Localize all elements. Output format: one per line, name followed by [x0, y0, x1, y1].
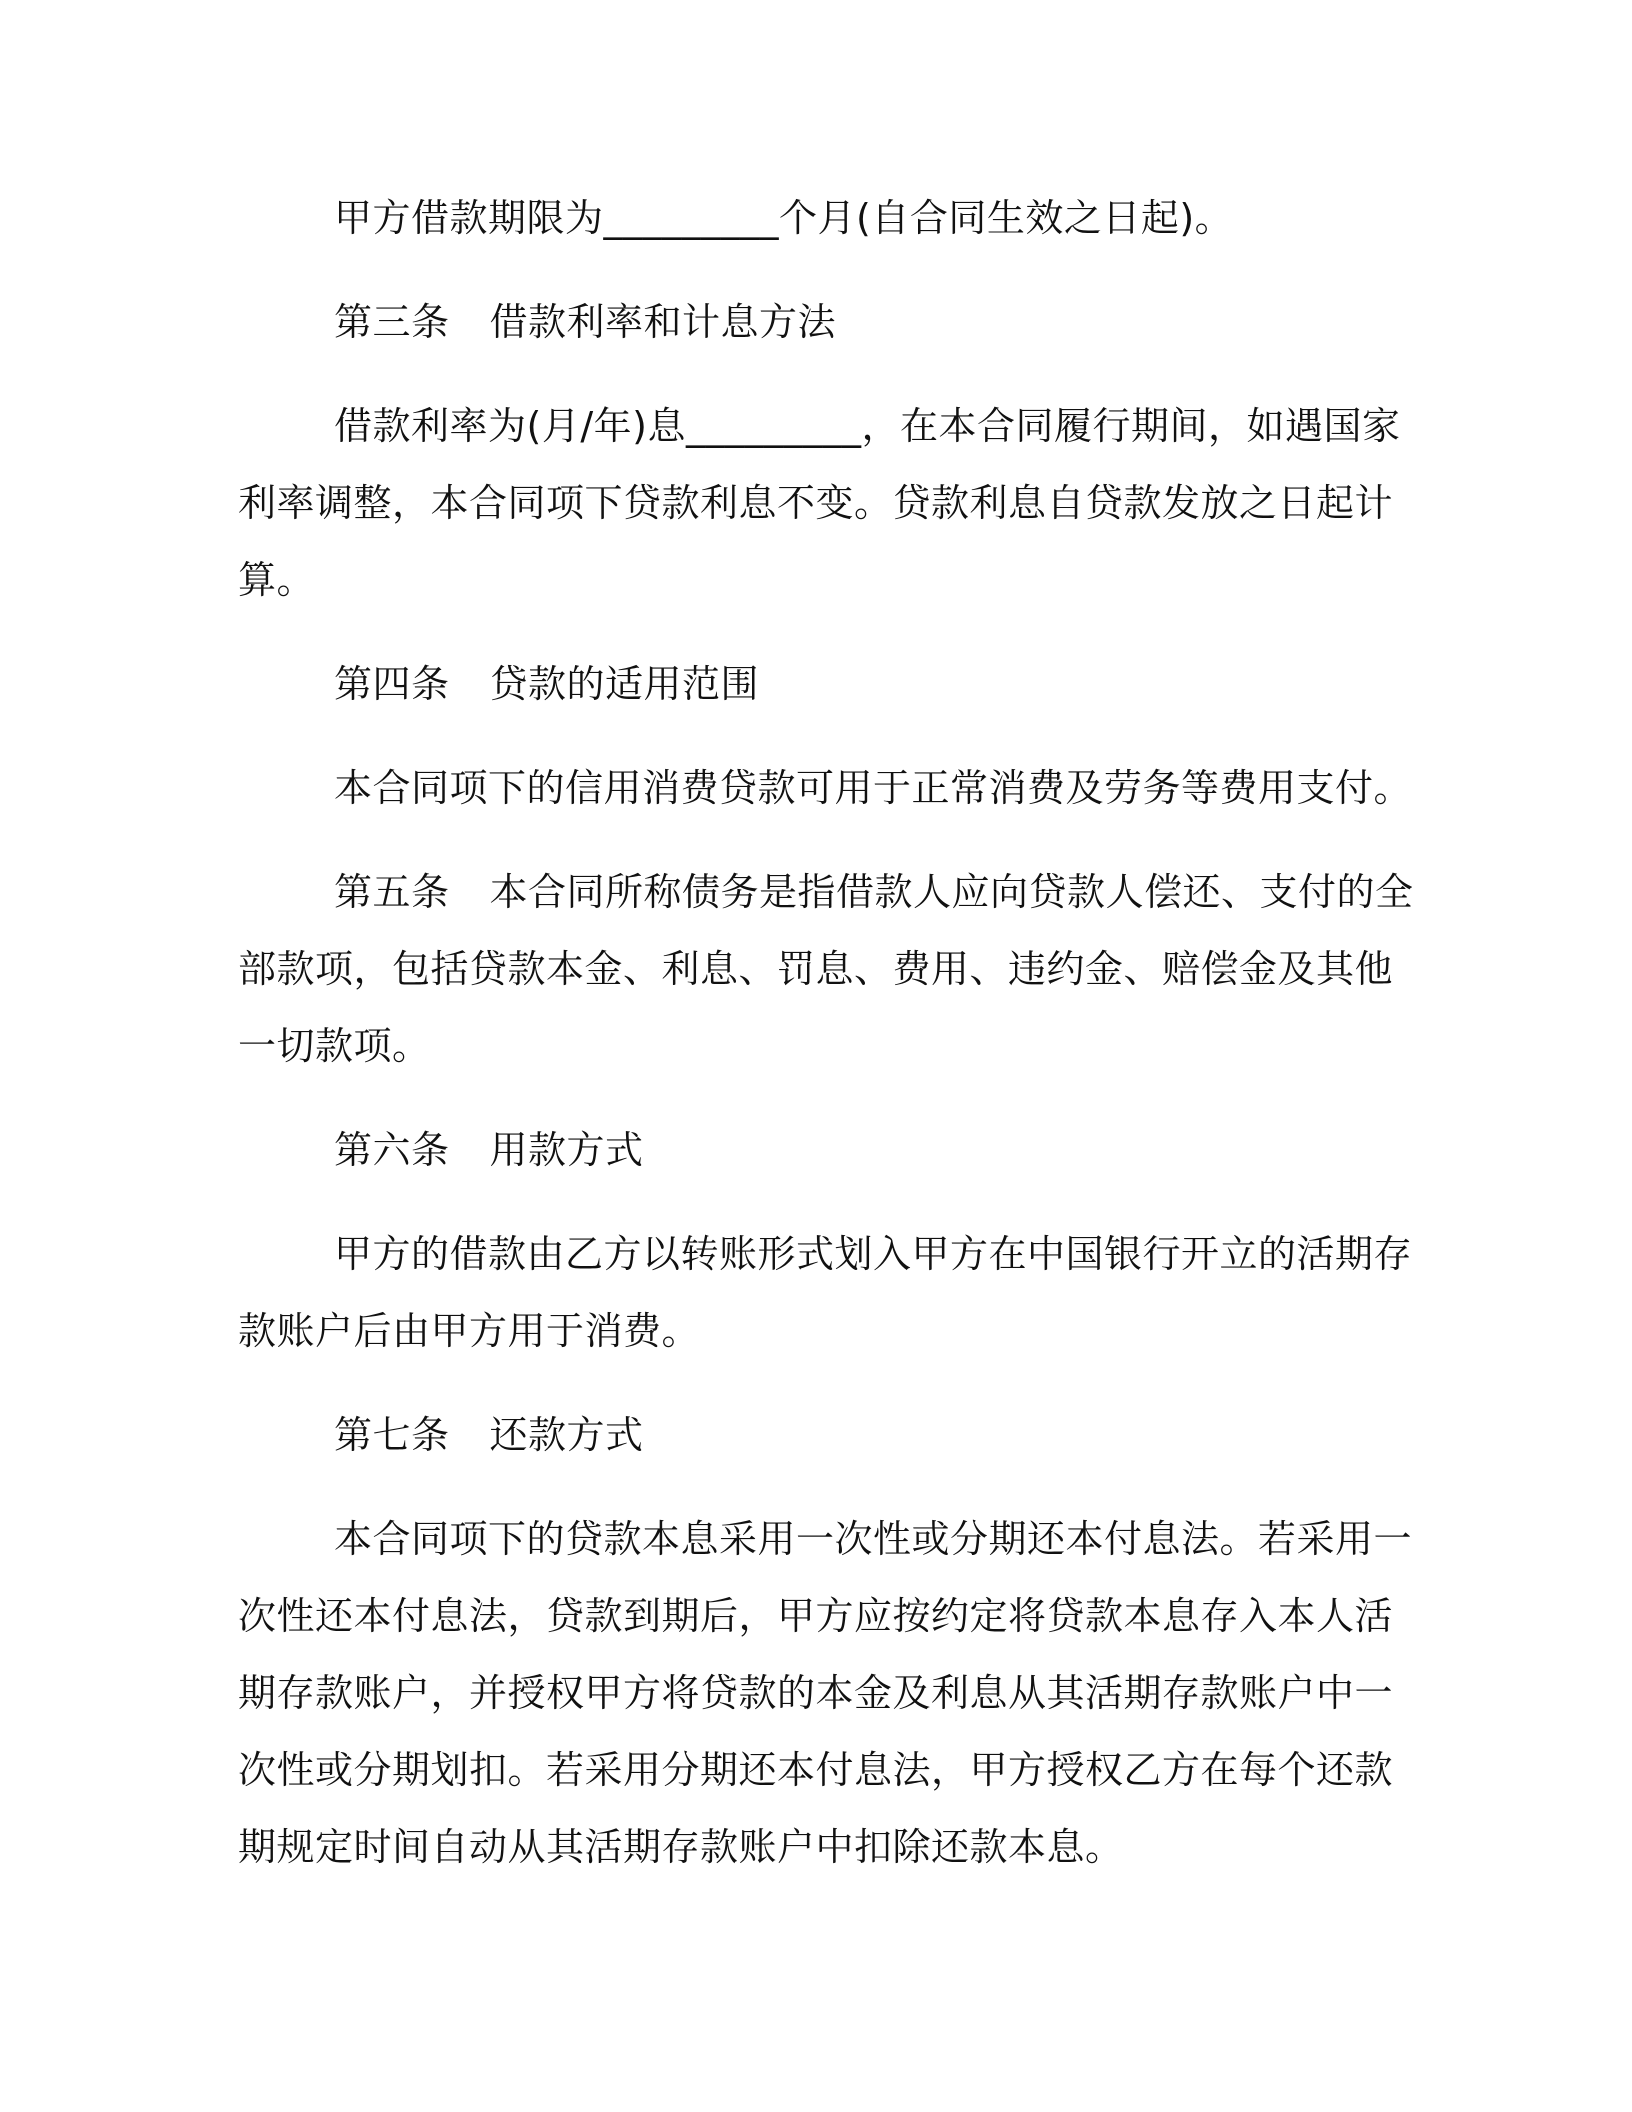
paragraph-repay-line-3 [238, 1668, 1398, 1718]
paragraph-usage-line-1 [334, 1229, 1413, 1279]
paragraph-repay-line-2 [238, 1591, 1398, 1641]
paragraph-repay-line-4 [238, 1745, 1398, 1795]
article-5-line-3-text: 一切款项。 [238, 1024, 431, 1068]
repay-line-1-text: 本合同项下的贷款本息采用一次性或分期还本付息法。若采用一 [334, 1517, 1413, 1561]
article-6-number: 第六条 [334, 1128, 450, 1172]
scope-text: 本合同项下的信用消费贷款可用于正常消费及劳务等费用支付。 [334, 766, 1413, 810]
article-4-number: 第四条 [334, 662, 450, 706]
paragraph-interest-line-1 [334, 401, 1401, 451]
article-4-heading [334, 659, 1398, 709]
article-5-line-2-text: 部款项，包括贷款本金、利息、罚息、费用、违约金、赔偿金及其他 [238, 947, 1394, 991]
article-6-heading [334, 1125, 1398, 1175]
loan-term-text: 甲方借款期限为_________个月(自合同生效之日起)。 [334, 196, 1234, 240]
repay-line-5-text: 期规定时间自动从其活期存款账户中扣除还款本息。 [238, 1825, 1124, 1869]
article-5-line-3 [238, 1021, 1398, 1071]
article-3-title: 借款利率和计息方法 [489, 300, 837, 344]
interest-line-3-text: 算。 [238, 558, 316, 602]
paragraph-repay-line-1 [334, 1514, 1413, 1564]
article-7-number: 第七条 [334, 1413, 450, 1457]
paragraph-scope [334, 763, 1413, 813]
article-7-title: 还款方式 [489, 1413, 644, 1457]
article-5-number: 第五条 [334, 870, 450, 914]
article-5-line-1-text: 本合同所称债务是指借款人应向贷款人偿还、支付的全 [489, 870, 1414, 914]
paragraph-repay-line-5 [238, 1822, 1398, 1872]
usage-line-1-text: 甲方的借款由乙方以转账形式划入甲方在中国银行开立的活期存 [334, 1232, 1413, 1276]
usage-line-2-text: 款账户后由甲方用于消费。 [238, 1309, 701, 1353]
repay-line-3-text: 期存款账户，并授权甲方将贷款的本金及利息从其活期存款账户中一 [238, 1671, 1394, 1715]
article-3-number: 第三条 [334, 300, 450, 344]
article-5-line-2 [238, 944, 1398, 994]
article-3-heading [334, 297, 1398, 347]
paragraph-interest-line-3 [238, 555, 1398, 605]
article-4-title: 贷款的适用范围 [489, 662, 760, 706]
interest-line-1-text: 借款利率为(月/年)息_________，在本合同履行期间，如遇国家 [334, 404, 1401, 448]
paragraph-interest-line-2 [238, 478, 1398, 528]
repay-line-2-text: 次性还本付息法，贷款到期后，甲方应按约定将贷款本息存入本人活 [238, 1594, 1394, 1638]
paragraph-usage-line-2 [238, 1306, 1398, 1356]
article-5-line-1 [334, 867, 1414, 917]
article-6-title: 用款方式 [489, 1128, 644, 1172]
paragraph-loan-term [334, 193, 1398, 243]
repay-line-4-text: 次性或分期划扣。若采用分期还本付息法，甲方授权乙方在每个还款 [238, 1748, 1394, 1792]
interest-line-2-text: 利率调整，本合同项下贷款利息不变。贷款利息自贷款发放之日起计 [238, 481, 1394, 525]
article-7-heading [334, 1410, 1398, 1460]
